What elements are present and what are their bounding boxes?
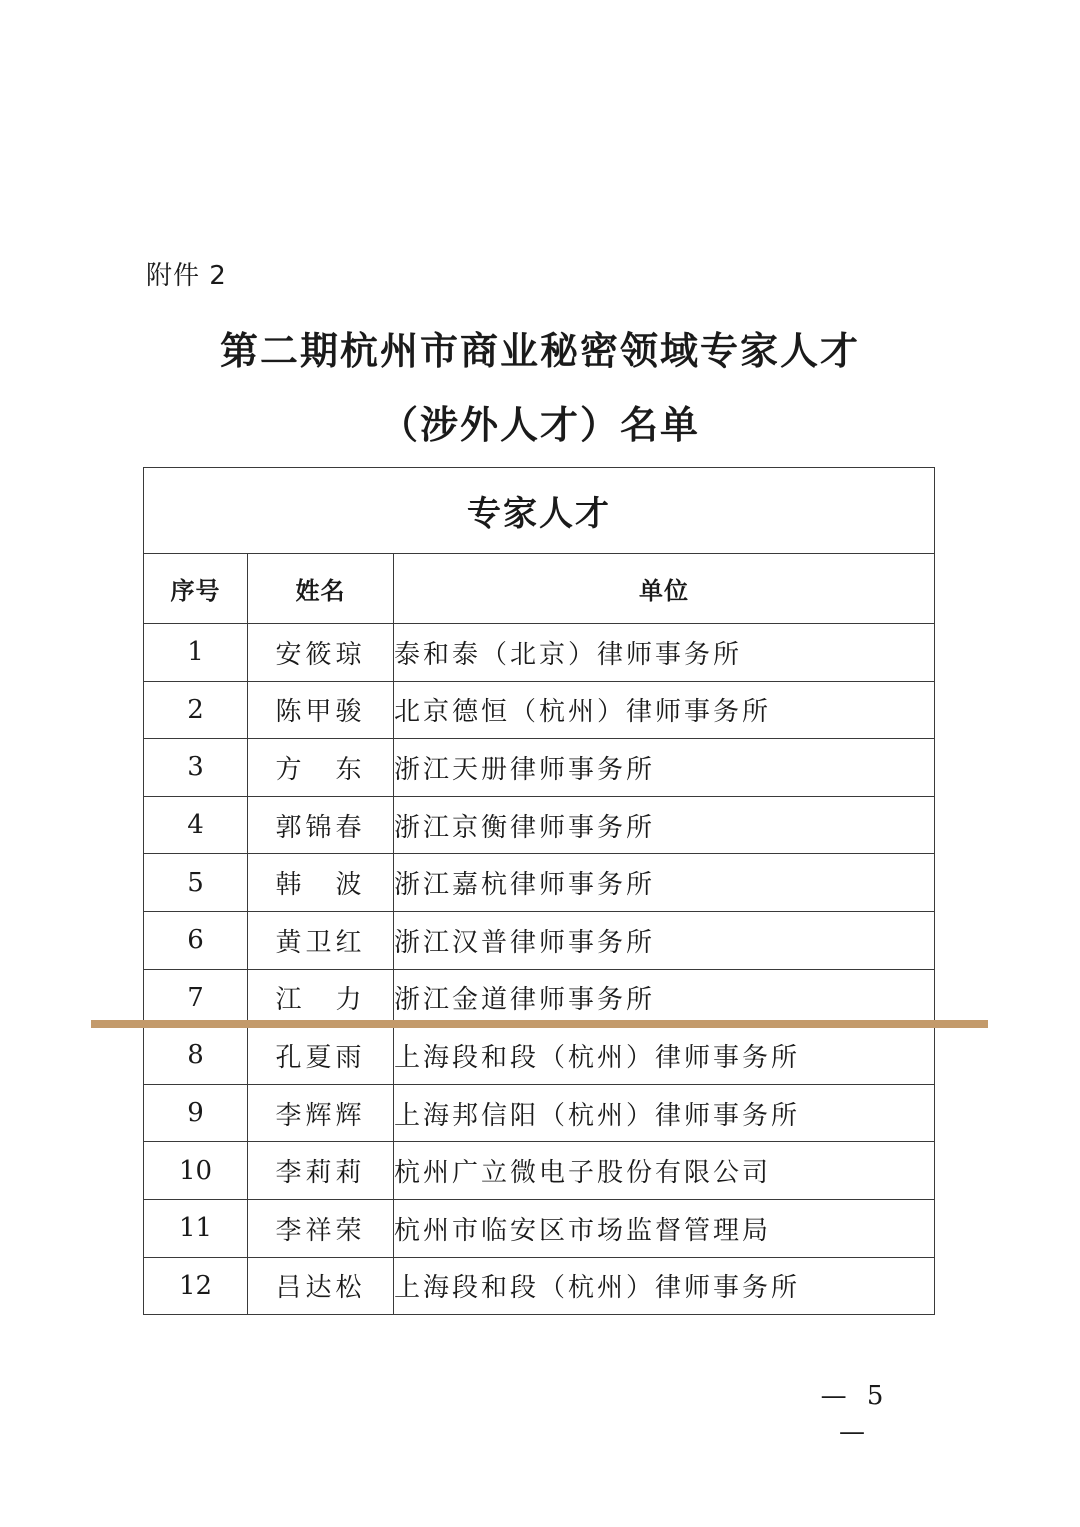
cell-no: 4 [144,796,248,854]
table-row [144,739,935,797]
table-row [144,854,935,912]
table-row [144,1142,935,1200]
cell-name: 黄卫红 [248,911,394,969]
header-unit: 单位 [394,554,935,624]
cell-no: 2 [144,681,248,739]
table-row [144,1257,935,1315]
table-row [144,969,935,1027]
cell-no: 5 [144,854,248,912]
cell-no: 11 [144,1199,248,1257]
page-number: — 5 — [820,1381,890,1447]
cell-unit: 上海段和段（杭州）律师事务所 [394,1257,935,1315]
cell-no: 6 [144,911,248,969]
roster-body [144,624,935,1315]
header-no: 序号 [144,554,248,624]
cell-unit: 上海段和段（杭州）律师事务所 [394,1027,935,1085]
page-title-line-1: 第二期杭州市商业秘密领域专家人才 [219,328,860,373]
cell-name: 韩 波 [248,854,394,912]
table-row [144,681,935,739]
cell-no: 12 [144,1257,248,1315]
cell-name: 李莉莉 [248,1142,394,1200]
cell-unit: 浙江天册律师事务所 [394,739,935,797]
cell-no: 3 [144,739,248,797]
cell-name: 吕达松 [248,1257,394,1315]
highlight-marker-line [91,1020,988,1028]
cell-unit: 浙江汉普律师事务所 [394,911,935,969]
cell-unit: 浙江金道律师事务所 [394,969,935,1027]
table-row [144,796,935,854]
cell-no: 10 [144,1142,248,1200]
cell-name: 李祥荣 [248,1199,394,1257]
cell-no: 8 [144,1027,248,1085]
cell-unit: 浙江嘉杭律师事务所 [394,854,935,912]
cell-unit: 杭州广立微电子股份有限公司 [394,1142,935,1200]
cell-no: 1 [144,624,248,682]
section-title: 专家人才 [144,468,935,554]
table-row [144,1027,935,1085]
cell-name: 江 力 [248,969,394,1027]
cell-name: 方 东 [248,739,394,797]
cell-name: 陈甲骏 [248,681,394,739]
header-name: 姓名 [248,554,394,624]
cell-no: 9 [144,1084,248,1142]
cell-unit: 上海邦信阳（杭州）律师事务所 [394,1084,935,1142]
cell-no: 7 [144,969,248,1027]
cell-unit: 北京德恒（杭州）律师事务所 [394,681,935,739]
cell-unit: 浙江京衡律师事务所 [394,796,935,854]
column-header-row [144,554,935,624]
cell-unit: 杭州市临安区市场监督管理局 [394,1199,935,1257]
table-row [144,624,935,682]
table-row [144,1084,935,1142]
cell-name: 安筱琼 [248,624,394,682]
attachment-label: 附件 2 [146,261,227,291]
cell-unit: 泰和泰（北京）律师事务所 [394,624,935,682]
cell-name: 郭锦春 [248,796,394,854]
page-title-line-2: （涉外人才）名单 [379,402,700,447]
expert-roster-table [143,467,935,1315]
cell-name: 李辉辉 [248,1084,394,1142]
table-row [144,1199,935,1257]
cell-name: 孔夏雨 [248,1027,394,1085]
table-row [144,911,935,969]
